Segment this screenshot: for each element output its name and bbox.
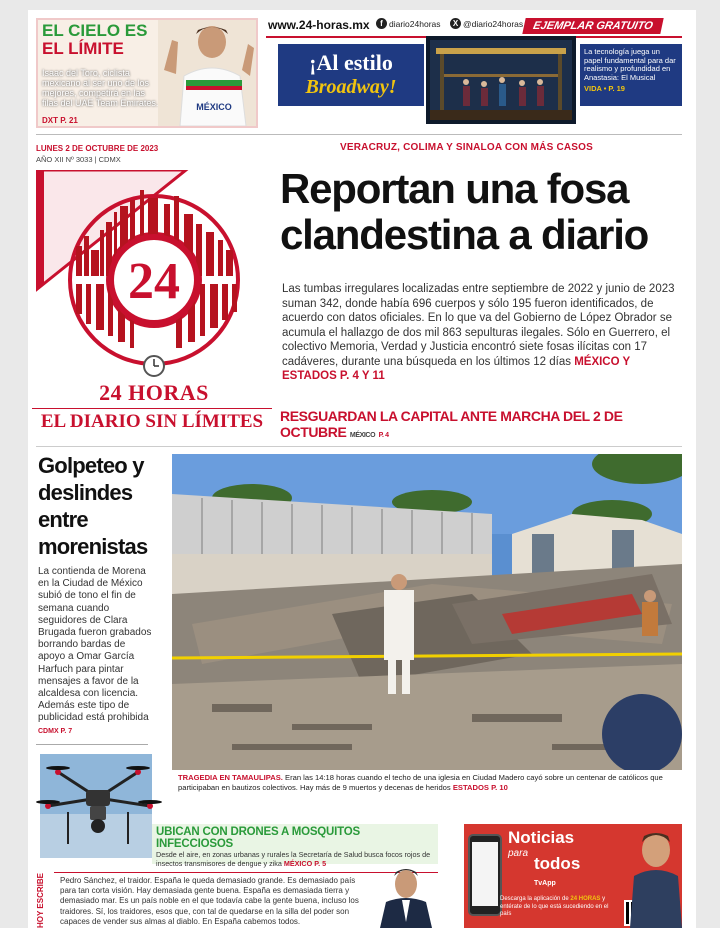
broadway-title-2: Broadway! — [305, 76, 397, 98]
opinion-text: Pedro Sánchez, el traidor. España le queda demasiado grande. Es demasiado país para tan corta visión. Hay demasiada gente buena. España es demasiada tierra y demasiado mar. Es un país noble en el que todavía cabe la gente buena, incluso los traidores. Sí, los traidores, esos que, con tal de quedarse en la silla del poder son capaces de vender sus almas al diablo. En España cabemos todos. — [60, 876, 359, 926]
app-ad-line1: Noticias — [508, 828, 575, 847]
broadway-title-1: ¡Al estilo — [309, 50, 393, 75]
side-headline[interactable]: Golpeteo y deslindes entre morenistas — [38, 453, 148, 559]
anastasia-text: La tecnología juega un papel fundamental para dar realismo y profundidad en Anastasia: El Musical — [584, 47, 676, 82]
app-ad[interactable] — [464, 824, 682, 928]
columnist-photo — [372, 862, 438, 928]
side-body — [38, 566, 154, 738]
photo-caption — [172, 770, 682, 798]
app-ad-download-2: y entérate de lo que está sucediendo en el país — [500, 896, 609, 917]
secondary-headline-text: RESGUARDAN LA CAPITAL ANTE MARCHA DEL 2 DE OCTUBRE — [280, 408, 623, 440]
ad-man-photo — [628, 824, 682, 928]
drones-title: UBICAN CON DRONES A MOSQUITOS INFECCIOSOS — [156, 826, 360, 850]
main-lead-ref[interactable]: MÉXICO Y ESTADOS P. 4 Y 11 — [282, 355, 631, 382]
site-url[interactable]: www.24-horas.mx — [268, 18, 370, 32]
drone-photo — [28, 754, 166, 858]
cycling-title-line2: EL LÍMITE — [42, 39, 124, 58]
brand-name: 24 HORAS — [99, 380, 209, 405]
secondary-headline[interactable] — [280, 408, 690, 440]
drones-story[interactable] — [152, 824, 438, 868]
cycling-ref[interactable]: DXT P. 21 — [42, 116, 78, 125]
app-ad-line3: todos — [534, 854, 581, 873]
cyclist-jersey-text: MÉXICO — [196, 102, 232, 112]
secondary-headline-page: P. 4 — [378, 432, 389, 439]
issue-date: LUNES 2 DE OCTUBRE DE 2023 — [36, 144, 159, 153]
logo-number: 24 — [128, 253, 180, 310]
app-ad-download — [500, 896, 620, 919]
issue-number: AÑO XII Nº 3033 | CDMX — [36, 155, 121, 164]
side-divider — [36, 744, 148, 745]
secondary-headline-section: MÉXICO — [349, 432, 376, 439]
app-ad-tvapp: TvApp — [534, 880, 556, 887]
opinion-label: HOY ESCRIBE — [36, 873, 45, 928]
cycling-text: Isaac del Toro, ciclista mexicano al ser uno de los mejores, competirá en las filas del UAE Team Emirates. — [42, 68, 159, 108]
free-copy-badge — [522, 18, 663, 34]
masthead — [36, 144, 272, 436]
front-page — [28, 10, 696, 928]
cycling-title-line1: EL CIELO ES — [42, 21, 148, 40]
church-collapse-photo[interactable] — [172, 454, 682, 780]
anastasia-ref: VIDA • P. 19 — [584, 84, 625, 93]
photo-caption-label: TRAGEDIA EN TAMAULIPAS. — [178, 773, 283, 782]
facebook-link[interactable] — [376, 18, 441, 29]
app-ad-brand: 24 HORAS — [570, 896, 601, 902]
twitter-handle: @diario24horas — [463, 18, 524, 29]
brand-tagline: EL DIARIO SIN LÍMITES — [32, 408, 272, 433]
drones-ref[interactable]: MÉXICO P. 5 — [283, 859, 327, 868]
facebook-icon: f — [376, 18, 387, 29]
photo-caption-ref[interactable]: ESTADOS P. 10 — [452, 783, 508, 792]
app-ad-download-1: Descarga la aplicación de — [500, 896, 569, 902]
twitter-link[interactable] — [450, 18, 523, 29]
side-body-text: La contienda de Morena en la Ciudad de México subió de tono el fin de semana cuando seguidores de Clara Brugada fueron grabados borrando bardas de apoyo a Omar García Harfuch para pintar mensajes a favor de la alcaldesa con licencia. Además este tipo de publicidad está prohibida — [38, 566, 152, 724]
phone-icon — [468, 834, 502, 916]
free-copy-label: EJEMPLAR GRATUITO — [532, 20, 654, 32]
facebook-handle: diario24horas — [389, 18, 441, 29]
x-icon: X — [450, 18, 461, 29]
main-headline[interactable]: Reportan una fosa clandestina a diario — [280, 165, 649, 258]
cyclist-photo — [158, 20, 256, 126]
drones-text-body: Desde el aire, en zonas urbanas y rurales la Secretaría de Salud busca focos rojos de insectos transmisores de dengue y zika — [156, 850, 431, 868]
broadway-promo[interactable] — [278, 44, 424, 106]
side-ref[interactable]: CDMX P. 7 — [38, 727, 73, 735]
main-lead-text: Las tumbas irregulares localizadas entre septiembre de 2022 y junio de 2023 suman 342, donde había 696 cuerpos y sólo 195 fueron identificados, de acuerdo con datos oficiales. En lo que va del Gobierno de López Obrador se acumula el hallazgo de dos mil 863 sepulturas ilegales. Sólo en Guerrero, el colectivo Memoria, Verdad y Justicia encontró siete fosas ilícitas con 17 cadáveres, durante una búsqueda en los últimos 12 días — [282, 283, 675, 368]
anastasia-promo[interactable] — [580, 44, 682, 106]
cycling-promo[interactable] — [36, 18, 258, 128]
app-ad-line2: para — [508, 848, 529, 859]
cycling-title — [42, 22, 172, 58]
photo-caption-text: Eran las 14:18 horas cuando el techo de una iglesia en Ciudad Madero cayó sobre un centenar de católicos que participaban en bautizos colectivos. Hay más de 9 muertos y decenas de heridos — [178, 773, 663, 792]
main-kicker: VERACRUZ, COLIMA Y SINALOA CON MÁS CASOS — [340, 142, 594, 153]
header-divider — [36, 134, 682, 135]
section-divider — [36, 446, 682, 447]
logo-24-horas — [36, 170, 272, 378]
stage-photo — [426, 36, 576, 124]
main-lead — [282, 282, 682, 384]
